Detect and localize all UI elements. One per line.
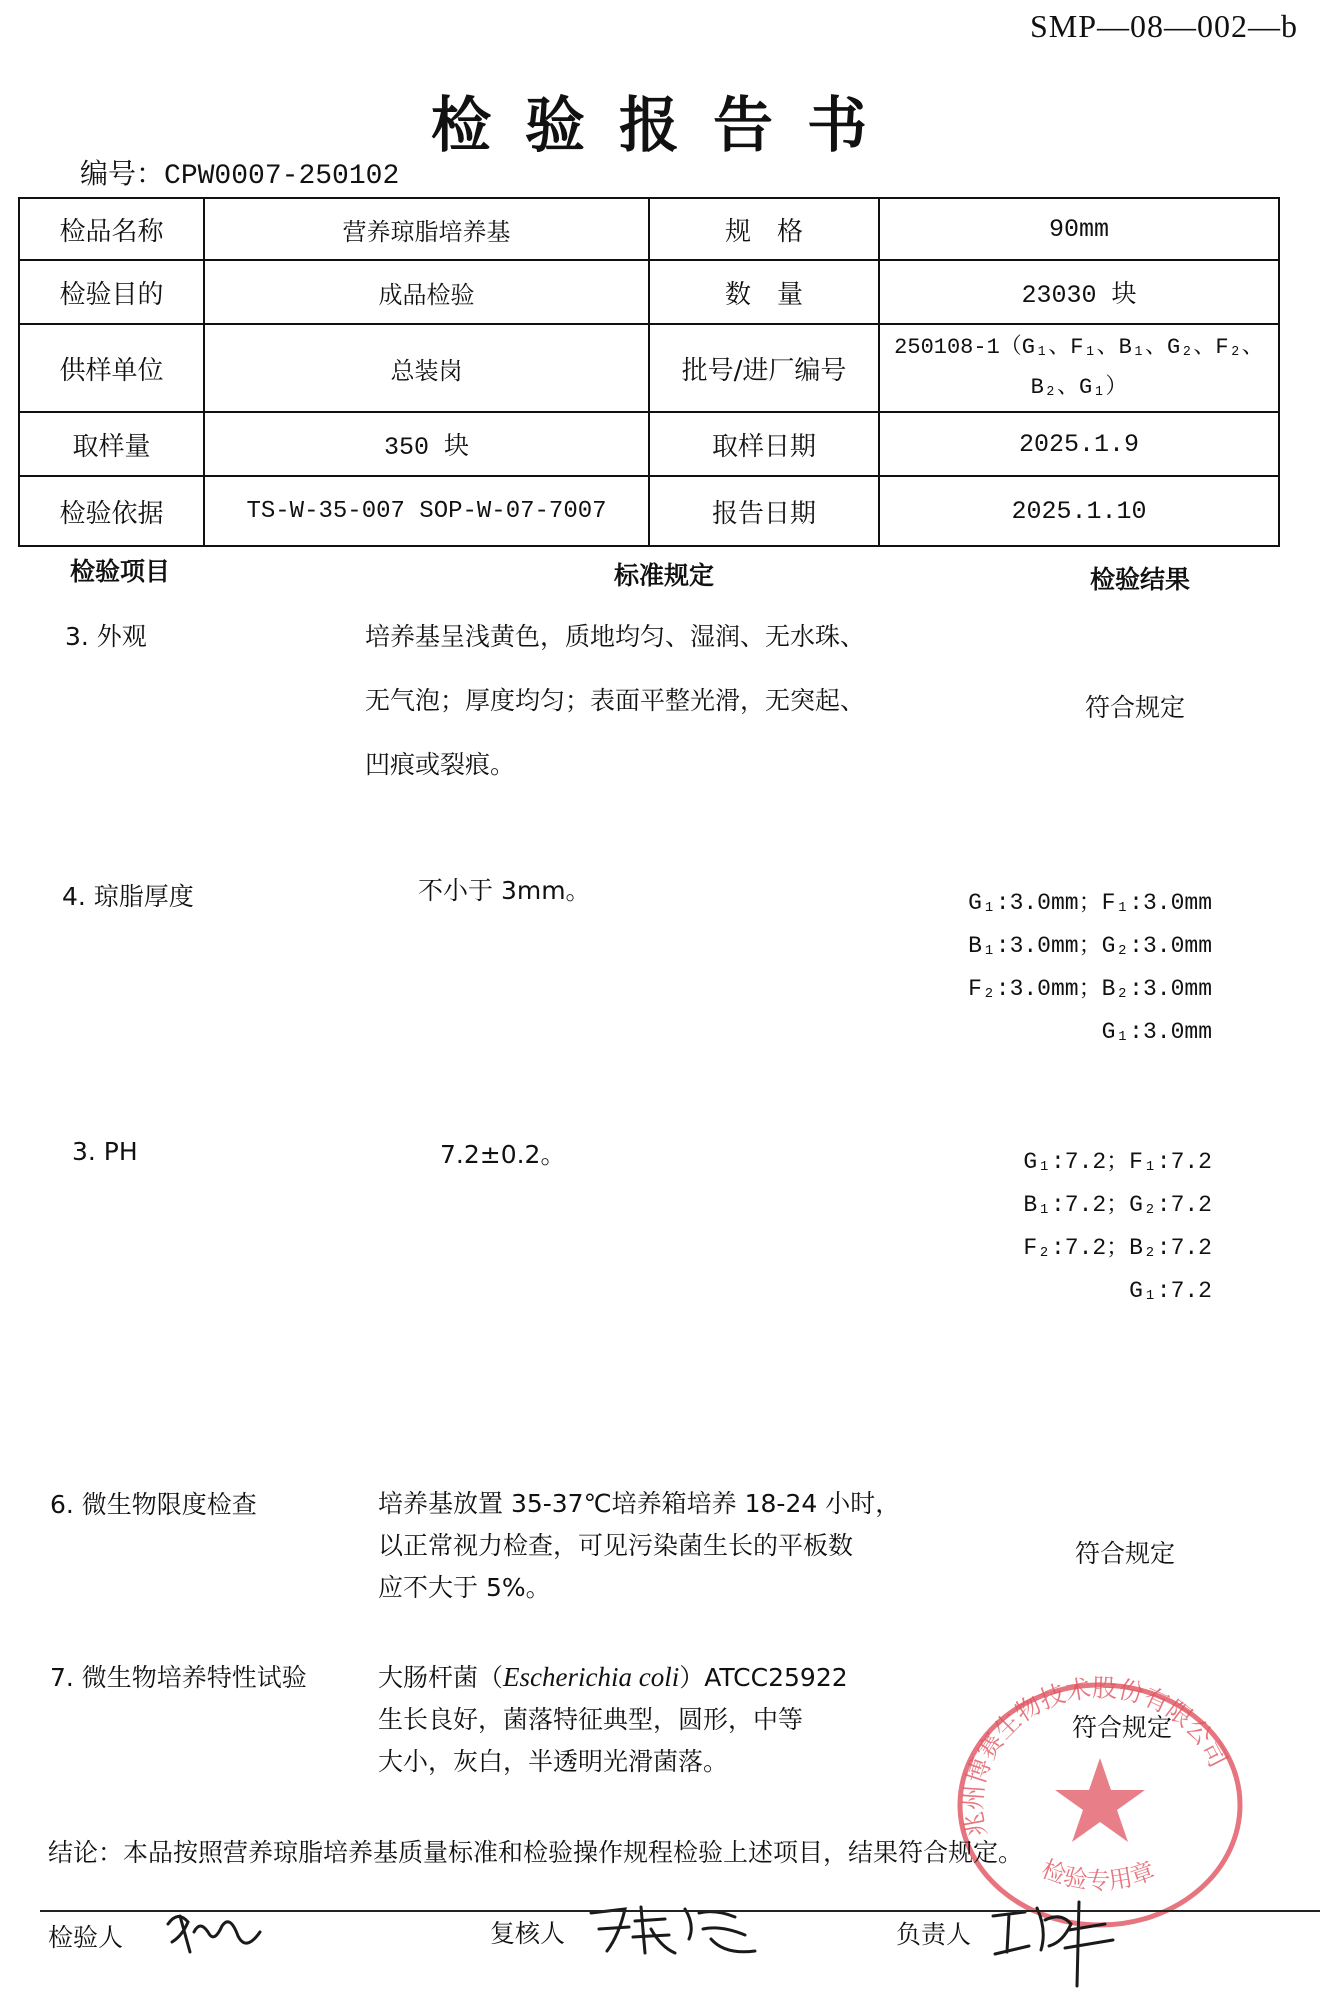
purpose-value: 成品检验 [204,260,649,324]
std-line [378,1656,848,1699]
report-number [80,152,399,192]
result-line: F₂:7.2；B₂:7.2 [1023,1235,1212,1261]
sampling-date-value: 2025.1.9 [879,412,1279,476]
result-line: B₁:3.0mm；G₂:3.0mm [968,933,1212,959]
reviewer-signature [585,1895,765,1965]
sampling-date-label: 取样日期 [649,412,879,476]
std-line: 凹痕或裂痕。 [365,750,516,779]
report-date-label: 报告日期 [649,476,879,546]
std-text: ）ATCC25922 [679,1663,848,1692]
std-line: 大小，灰白，半透明光滑菌落。 [378,1747,729,1776]
std-text: 大肠杆菌（ [378,1663,504,1692]
supplier-value: 总装岗 [204,324,649,412]
table-row [19,198,1279,260]
purpose-label: 检验目的 [19,260,204,324]
species-name: Escherichia coli [503,1662,680,1692]
quantity-label: 数 量 [649,260,879,324]
bottom-rule [40,1910,1320,1912]
supplier-label: 供样单位 [19,324,204,412]
std-line: 培养基放置 35-37℃培养箱培养 18-24 小时， [378,1489,901,1518]
std-line: 生长良好，菌落特征典型，圆形，中等 [378,1705,804,1734]
result-line: F₂:3.0mm；B₂:3.0mm [968,976,1212,1002]
report-date-value: 2025.1.10 [879,476,1279,546]
basis-value: TS-W-35-007 SOP-W-07-7007 [204,476,649,546]
seal-bottom-text: 检验专用章 [1037,1854,1159,1896]
table-row [19,476,1279,546]
table-row [19,324,1279,412]
item-thickness-standard: 不小于 3mm。 [418,876,591,905]
info-table [18,197,1280,547]
item-ph-name: 3. PH [72,1137,138,1166]
conclusion: 结论：本品按照营养琼脂培养基质量标准和检验操作规程检验上述项目，结果符合规定。 [48,1838,1024,1867]
batch-label: 批号/进厂编号 [649,324,879,412]
result-line: B₁:7.2；G₂:7.2 [1023,1192,1212,1218]
seal-star-icon [1055,1758,1145,1842]
result-line: G₁:7.2；F₁:7.2 [1023,1149,1212,1175]
basis-label: 检验依据 [19,476,204,546]
page-title: 检验报告书 [431,91,901,161]
std-line: 以正常视力检查，可见污染菌生长的平板数 [378,1531,854,1560]
sample-name-value: 营养琼脂培养基 [204,198,649,260]
sample-name-label: 检品名称 [19,198,204,260]
result-line: G₁:7.2 [1129,1278,1212,1304]
item-appearance-name: 3. 外观 [65,622,147,651]
batch-value [879,324,1279,412]
responsible-signature [985,1890,1135,1990]
report-number-label: 编号： [80,157,165,190]
item-microbial-limit-name: 6. 微生物限度检查 [50,1490,257,1519]
item-microbial-limit-result: 符合规定 [1075,1539,1176,1568]
sample-amount-value: 350 块 [204,412,649,476]
spec-value: 90mm [879,198,1279,260]
item-culture-test-result: 符合规定 [1072,1713,1173,1742]
item-appearance-standard [365,605,865,797]
seal-top-text: 兆州博赛生物技术股份有限公司 [958,1673,1233,1840]
column-header-item: 检验项目 [70,557,171,586]
item-appearance-result: 符合规定 [1085,693,1186,722]
std-line: 无气泡；厚度均匀；表面平整光滑，无突起、 [365,686,866,715]
quantity-value: 23030 块 [879,260,1279,324]
table-row [19,260,1279,324]
std-line: 应不大于 5%。 [378,1573,551,1602]
item-ph-result [1023,1141,1212,1313]
report-number-value: CPW0007-250102 [164,161,400,192]
item-thickness-name: 4. 琼脂厚度 [62,882,194,911]
std-line: 培养基呈浅黄色，质地均匀、湿润、无水珠、 [365,622,866,651]
column-header-result: 检验结果 [1090,565,1191,594]
result-line: G₁:3.0mm [1101,1019,1212,1045]
item-ph-standard: 7.2±0.2。 [440,1140,566,1169]
item-culture-test-name: 7. 微生物培养特性试验 [50,1663,307,1692]
column-header-standard: 标准规定 [614,561,715,590]
item-microbial-limit-standard [378,1483,900,1609]
item-culture-test-standard [378,1656,848,1783]
item-thickness-result [968,882,1212,1054]
reviewer-label: 复核人 [490,1919,566,1948]
table-row [19,412,1279,476]
inspector-label: 检验人 [48,1923,124,1952]
spec-label: 规 格 [649,198,879,260]
sample-amount-label: 取样量 [19,412,204,476]
document-code: SMP—08—002—b [1029,8,1298,44]
responsible-label: 负责人 [896,1920,972,1949]
batch-value-line1: 250108-1（G₁、F₁、B₁、G₂、F₂、 [894,335,1264,360]
svg-text:检验专用章 [1038,1855,1159,1895]
result-line: G₁:3.0mm；F₁:3.0mm [968,890,1212,916]
batch-value-line2: B₂、G₁） [1030,375,1128,400]
